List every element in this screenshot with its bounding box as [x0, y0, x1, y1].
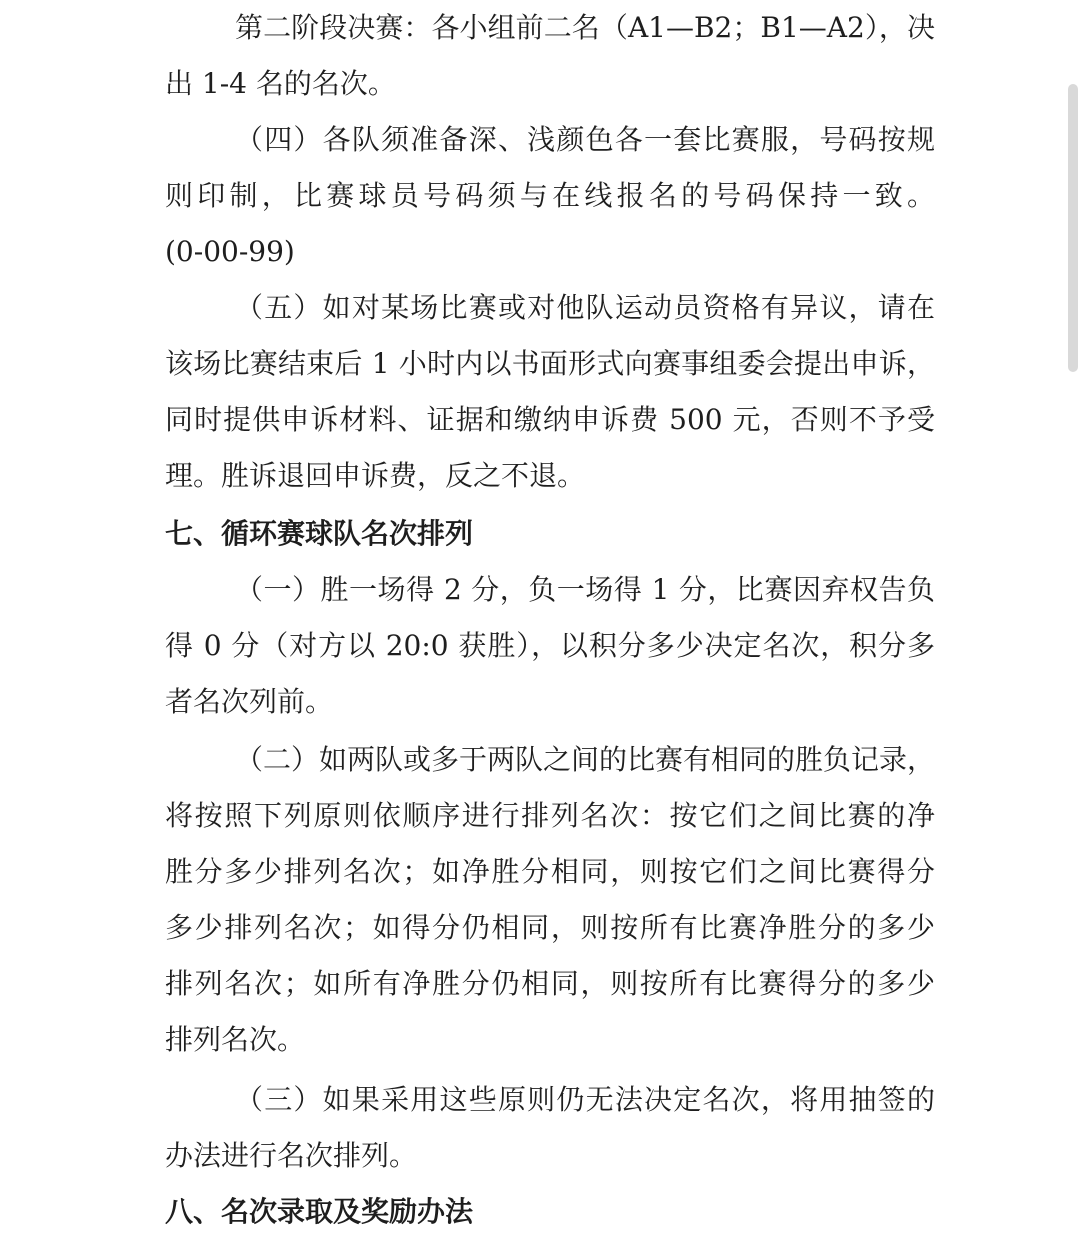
scrollbar-thumb[interactable] — [1068, 84, 1078, 372]
item-5-line-2: 该场比赛结束后 1 小时内以书面形式向赛事组委会提出申诉， — [165, 347, 935, 380]
rule-2-line-6: 排列名次。 — [165, 1023, 306, 1056]
rule-2-line-1: （二）如两队或多于两队之间的比赛有相同的胜负记录， — [235, 743, 936, 776]
item-5-line-3: 同时提供申诉材料、证据和缴纳申诉费 500 元，否则不予受 — [165, 403, 935, 436]
rule-2-line-3: 胜分多少排列名次；如净胜分相同，则按它们之间比赛得分 — [165, 855, 935, 888]
item-5-line-1: （五）如对某场比赛或对他队运动员资格有异议，请在 — [235, 291, 935, 324]
rule-2-line-5: 排列名次；如所有净胜分仍相同，则按所有比赛得分的多少 — [165, 967, 935, 1000]
item-4-line-1: （四）各队须准备深、浅颜色各一套比赛服，号码按规 — [235, 123, 935, 156]
item-4-line-3: (0-00-99) — [165, 235, 295, 268]
item-5-line-4: 理。胜诉退回申诉费，反之不退。 — [165, 459, 586, 492]
rule-1-line-3: 者名次列前。 — [165, 685, 334, 718]
stage2-line-1: 第二阶段决赛：各小组前二名（A1—B2；B1—A2），决 — [235, 11, 935, 44]
rule-3-line-2: 办法进行名次排列。 — [165, 1139, 418, 1172]
rule-1-line-1: （一）胜一场得 2 分，负一场得 1 分，比赛因弃权告负 — [235, 573, 935, 606]
section-heading-7: 七、循环赛球队名次排列 — [165, 517, 474, 550]
rule-2-line-4: 多少排列名次；如得分仍相同，则按所有比赛净胜分的多少 — [165, 911, 935, 944]
rule-2-line-2: 将按照下列原则依顺序进行排列名次：按它们之间比赛的净 — [165, 799, 935, 832]
document-page — [165, 0, 935, 1255]
rule-3-line-1: （三）如果采用这些原则仍无法决定名次，将用抽签的 — [235, 1083, 935, 1116]
stage2-line-2: 出 1-4 名的名次。 — [165, 67, 396, 100]
item-4-line-2: 则印制，比赛球员号码须与在线报名的号码保持一致。 — [165, 179, 935, 212]
rule-1-line-2: 得 0 分（对方以 20:0 获胜），以积分多少决定名次，积分多 — [165, 629, 935, 662]
section-heading-8: 八、名次录取及奖励办法 — [165, 1195, 474, 1228]
